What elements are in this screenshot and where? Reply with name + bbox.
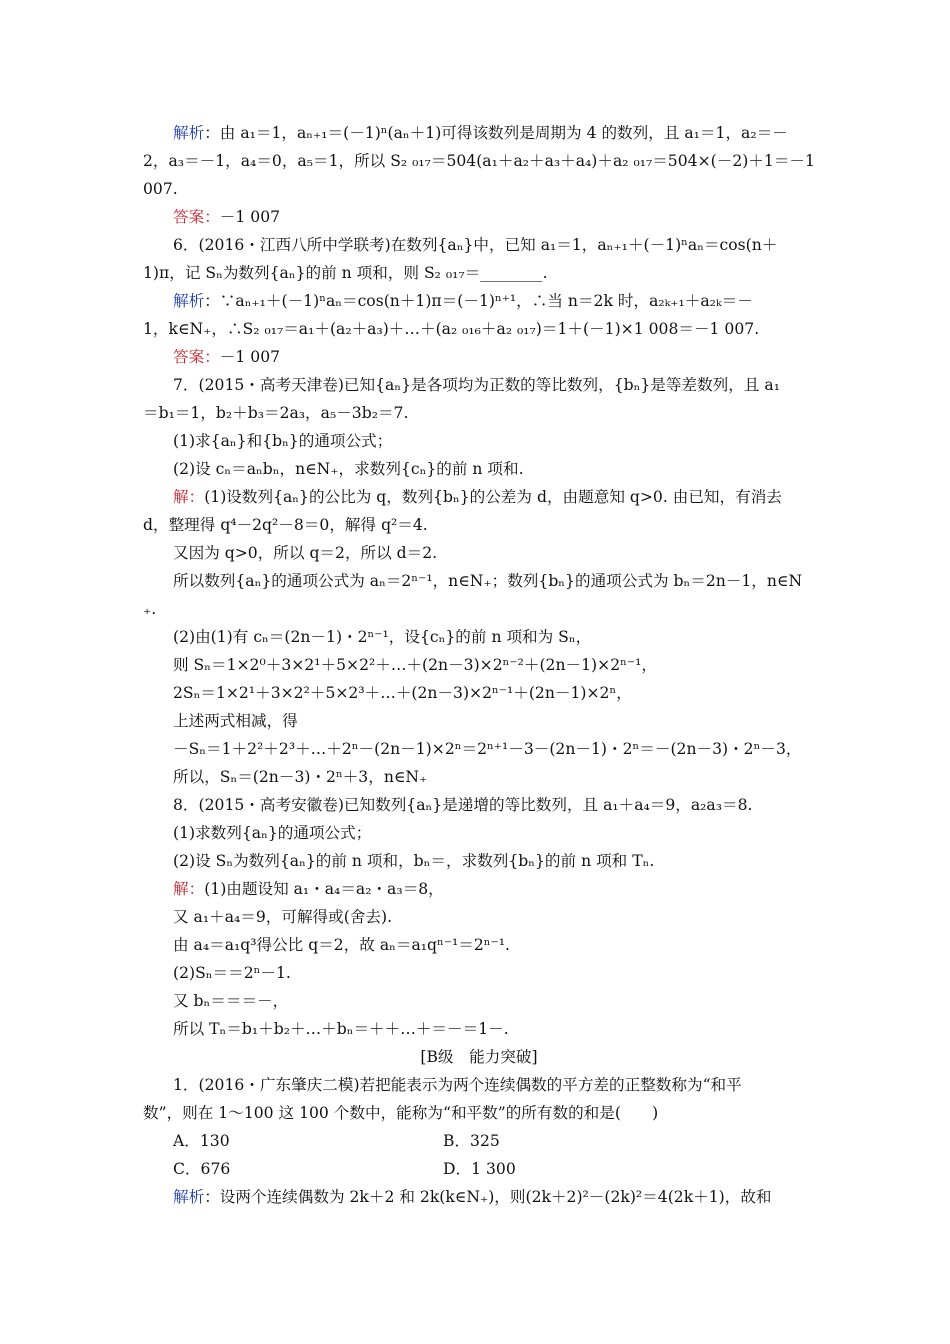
solution-line: 又 bₙ＝＝＝－， [173,992,289,1010]
solution-line: 解析：设两个连续偶数为 2k＋2 和 2k(k∈N₊)，则(2k＋2)²－(2k)²＝4(2k＋1)，故和 [173,1188,772,1206]
solution-line: 所以数列{aₙ}的通项公式为 aₙ＝2ⁿ⁻¹，n∈N₊；数列{bₙ}的通项公式为 bₙ＝2n－1，n∈N [173,572,803,590]
analysis-label: 解析 [173,292,205,310]
analysis-label: 解析 [173,124,205,142]
question-line: (1)求数列{aₙ}的通项公式； [173,824,372,842]
answer-line: 答案：－1 007 [173,208,281,226]
question-line: 1)π，记 Sₙ为数列{aₙ}的前 n 项和，则 S₂ ₀₁₇＝________. [143,264,548,282]
solution-line: 解：(1)由题设知 a₁・a₄＝a₂・a₃＝8， [173,880,444,898]
option-b: B．325 [443,1132,500,1150]
solution-line: 007. [143,180,178,198]
analysis-label: 解析 [173,1188,205,1206]
solution-line: －Sₙ＝1＋2²＋2³＋…＋2ⁿ－(2n－1)×2ⁿ＝2ⁿ⁺¹－3－(2n－1)・2ⁿ＝－(2n－3)・2ⁿ－3， [173,740,802,758]
question-line: (1)求{aₙ}和{bₙ}的通项公式； [173,432,393,450]
section-heading: [B级 能力突破] [420,1048,538,1066]
solution-line: 由 a₄＝a₁q³得公比 q＝2，故 aₙ＝a₁qⁿ⁻¹＝2ⁿ⁻¹. [173,936,510,954]
solution-line: 2Sₙ＝1×2¹＋3×2²＋5×2³＋…＋(2n－3)×2ⁿ⁻¹＋(2n－1)×2ⁿ， [173,684,632,702]
solution-line: (2)Sₙ＝＝2ⁿ－1. [173,964,291,982]
option-d: D．1 300 [443,1160,516,1178]
solution-line: 所以 Tₙ＝b₁＋b₂＋…＋bₙ＝＋＋…＋＝－＝1－. [173,1020,509,1038]
question-line: 8．(2015・高考安徽卷)已知数列{aₙ}是递增的等比数列，且 a₁＋a₄＝9，a₂a₃＝8. [173,796,753,814]
answer-label: 答案： [173,348,220,366]
option-a: A．130 [173,1132,230,1150]
solution-line: 上述两式相减，得 [173,712,298,730]
question-line: 6．(2016・江西八所中学联考)在数列{aₙ}中，已知 a₁＝1，aₙ₊₁＋(－1)ⁿaₙ＝cos(n＋ [173,236,778,254]
solution-line: d，整理得 q⁴－2q²－8＝0，解得 q²＝4. [143,516,428,534]
solution-line: 又 a₁＋a₄＝9，可解得或(舍去). [173,908,393,926]
question-line: (2)设 cₙ＝aₙbₙ，n∈N₊，求数列{cₙ}的前 n 项和. [173,460,524,478]
solution-line: 又因为 q>0，所以 q＝2，所以 d＝2. [173,544,438,562]
solution-line: 解析：∵aₙ₊₁＋(－1)ⁿaₙ＝cos(n＋1)π＝(－1)ⁿ⁺¹，∴当 n＝2k 时，a₂ₖ₊₁＋a₂ₖ＝－ [173,292,753,310]
solution-line: 2，a₃＝－1，a₄＝0，a₅＝1，所以 S₂ ₀₁₇＝504(a₁＋a₂＋a₃＋a₄)＋a₂ ₀₁₇＝504×(－2)＋1＝－1 [143,152,815,170]
answer-label: 答案： [173,208,220,226]
question-line: (2)设 Sₙ为数列{aₙ}的前 n 项和，bₙ＝，求数列{bₙ}的前 n 项和 Tₙ. [173,852,655,870]
question-line: ＝b₁＝1，b₂＋b₃＝2a₃，a₅－3b₂＝7. [143,404,409,422]
solution-line: 则 Sₙ＝1×2⁰＋3×2¹＋5×2²＋…＋(2n－3)×2ⁿ⁻²＋(2n－1)×2ⁿ⁻¹， [173,656,657,674]
solution-line: 解析：由 a₁＝1，aₙ₊₁＝(－1)ⁿ(aₙ＋1)可得该数列是周期为 4 的数列，且 a₁＝1，a₂＝－ [173,124,788,142]
answer-line: 答案：－1 007 [173,348,281,366]
solution-line: 所以，Sₙ＝(2n－3)・2ⁿ＋3，n∈N₊ [173,768,428,786]
solution-label: 解： [173,880,205,898]
option-c: C．676 [173,1160,231,1178]
solution-line: 1，k∈N₊，∴S₂ ₀₁₇＝a₁＋(a₂＋a₃)＋…＋(a₂ ₀₁₆＋a₂ ₀₁₇)＝1＋(－1)×1 008＝－1 007. [143,320,760,338]
question-line: 1．(2016・广东肇庆二模)若把能表示为两个连续偶数的平方差的正整数称为“和平 [173,1076,742,1094]
solution-label: 解： [173,488,205,506]
question-line: 7．(2015・高考天津卷)已知{aₙ}是各项均为正数的等比数列，{bₙ}是等差数列，且 a₁ [173,376,780,394]
solution-line: 解：(1)设数列{aₙ}的公比为 q，数列{bₙ}的公差为 d，由题意知 q>0. 由已知，有消去 [173,488,782,506]
solution-line: ₊. [143,600,157,618]
question-line: 数”，则在 1～100 这 100 个数中，能称为“和平数”的所有数的和是( ) [143,1104,659,1122]
solution-line: (2)由(1)有 cₙ＝(2n－1)・2ⁿ⁻¹，设{cₙ}的前 n 项和为 Sₙ， [173,628,592,646]
